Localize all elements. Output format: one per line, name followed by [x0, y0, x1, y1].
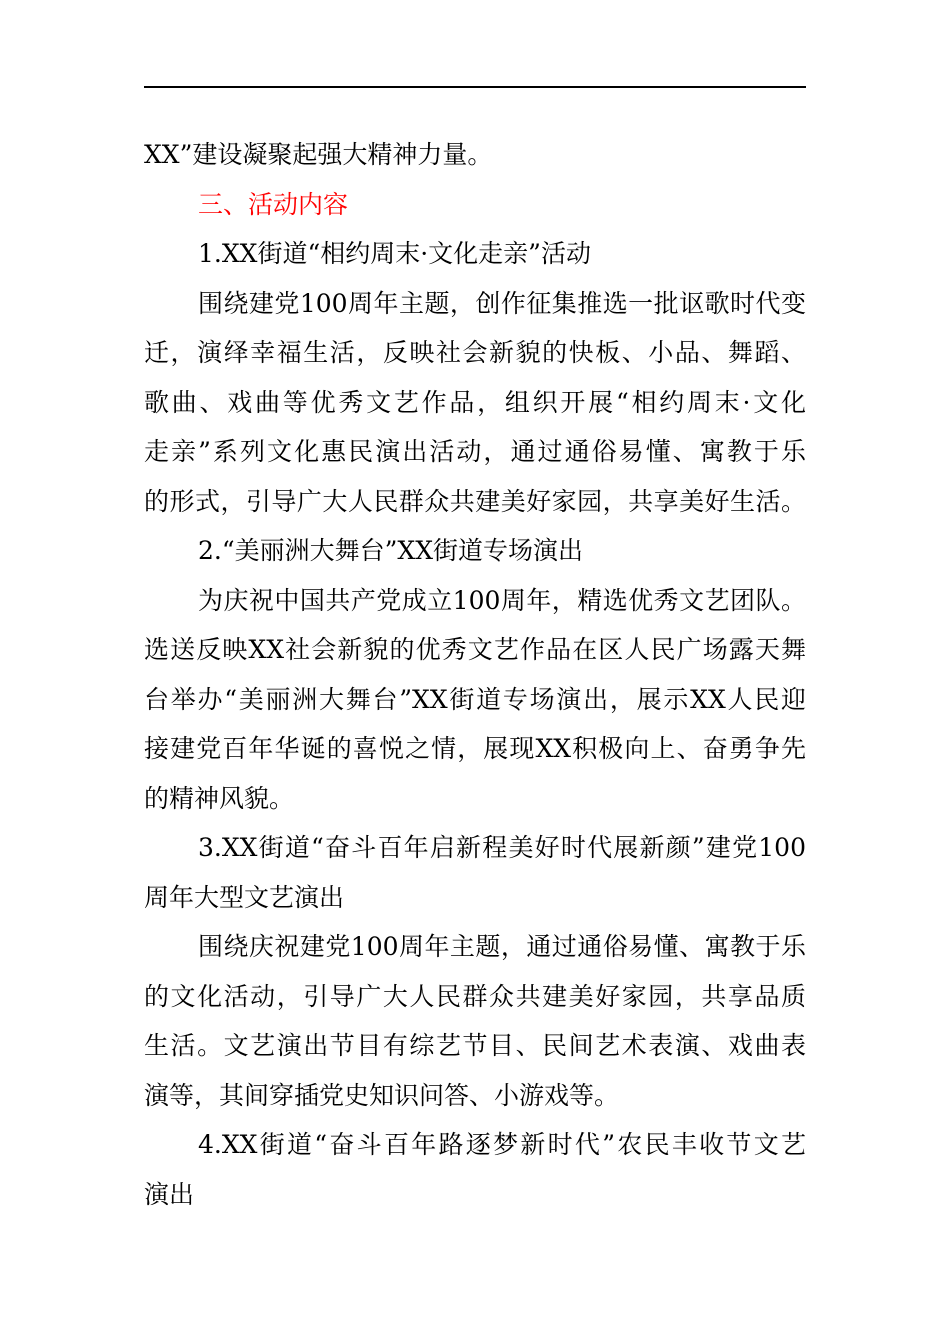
paragraph-line: 选送反映XX社会新貌的优秀文艺作品在区人民广场露天舞	[144, 635, 806, 664]
paragraph-line: XX”建设凝聚起强大精神力量。	[144, 140, 493, 169]
paragraph-line: 围绕庆祝建党100周年主题，通过通俗易懂、寓教于乐	[198, 932, 806, 961]
paragraph-line: 走亲”系列文化惠民演出活动，通过通俗易懂、寓教于乐	[144, 437, 806, 466]
item-title: 4.XX街道“奋斗百年路逐梦新时代”农民丰收节文艺	[198, 1130, 806, 1159]
section-heading: 三、活动内容	[198, 189, 349, 219]
document-body	[144, 130, 806, 1219]
paragraph-line: 的文化活动，引导广大人民群众共建美好家园，共享品质	[144, 981, 806, 1011]
paragraph-line: 接建党百年华诞的喜悦之情，展现XX积极向上、奋勇争先	[144, 734, 806, 763]
paragraph-line: 围绕建党100周年主题，创作征集推选一批讴歌时代变	[198, 288, 806, 318]
paragraph-line: 迁，演绎幸福生活，反映社会新貌的快板、小品、舞蹈、	[144, 338, 806, 367]
paragraph-line: 生活。文艺演出节目有综艺节目、民间艺术表演、戏曲表	[144, 1031, 806, 1060]
paragraph-line: 演等，其间穿插党史知识问答、小游戏等。	[144, 1080, 620, 1110]
item-title: 1.XX街道“相约周末·文化走亲”活动	[198, 239, 591, 268]
paragraph-line: 的精神风貌。	[144, 783, 295, 813]
paragraph-line: 歌曲、戏曲等优秀文艺作品，组织开展“相约周末·文化	[144, 387, 806, 417]
paragraph-line: 的形式，引导广大人民群众共建美好家园，共享美好生活。	[144, 486, 806, 516]
header-rule	[144, 86, 806, 88]
paragraph-line: 台举办“美丽洲大舞台”XX街道专场演出，展示XX人民迎	[144, 684, 806, 714]
item-title: 2.“美丽洲大舞台”XX街道专场演出	[198, 536, 584, 565]
paragraph-line: 为庆祝中国共产党成立100周年，精选优秀文艺团队。	[198, 585, 806, 615]
item-title: 3.XX街道“奋斗百年启新程美好时代展新颜”建党100	[198, 833, 806, 862]
item-title: 周年大型文艺演出	[144, 882, 345, 912]
item-title: 演出	[144, 1179, 195, 1209]
